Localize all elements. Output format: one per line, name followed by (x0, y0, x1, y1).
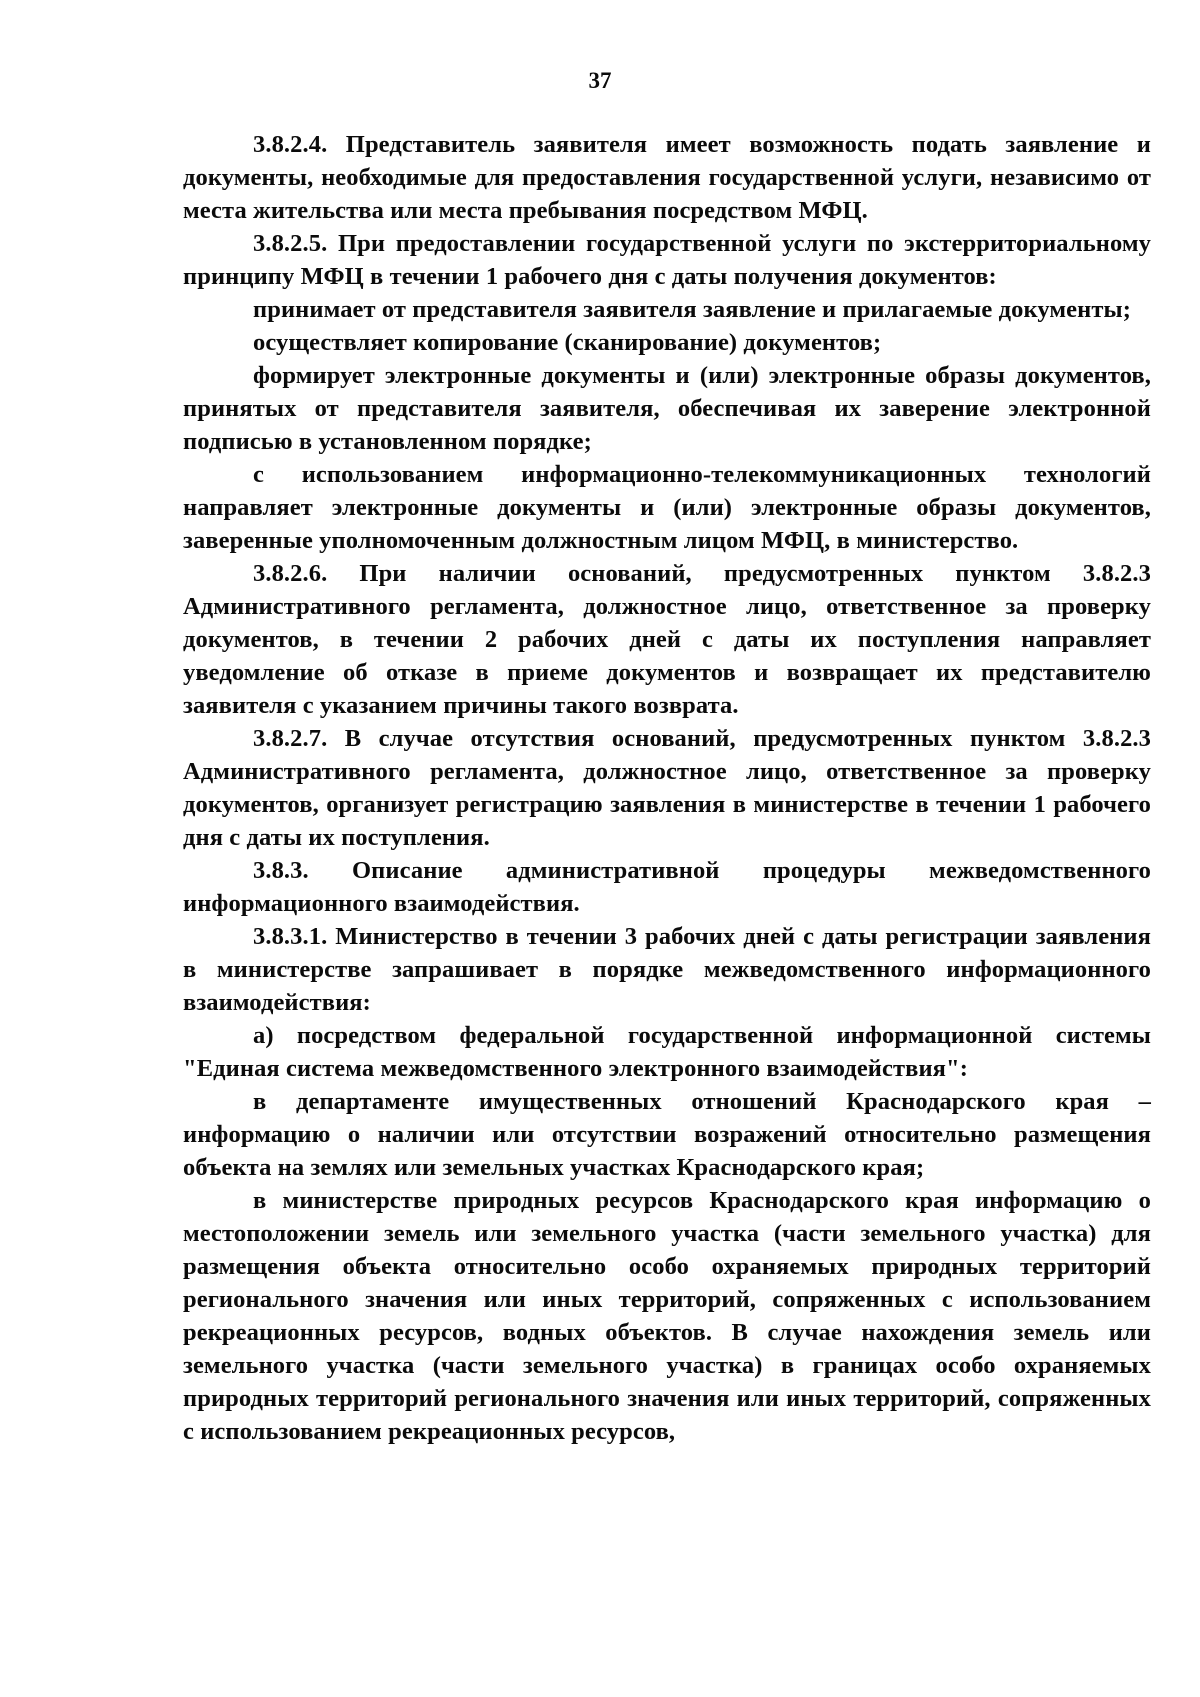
subparagraph-a: а) посредством федеральной государственной информационной системы "Единая система межведомственного электронного взаимодействия": (183, 1022, 1151, 1082)
list-item-copies-documents: осуществляет копирование (сканирование) документов; (253, 329, 882, 356)
paragraph-3-8-3: 3.8.3. Описание административной процедуры межведомственного информационного взаимодействия. (183, 857, 1151, 917)
paragraph-3-8-3-1: 3.8.3.1. Министерство в течении 3 рабочих дней с даты регистрации заявления в министерстве запрашивает в порядке межведомственного информационного взаимодействия: (183, 923, 1151, 1016)
paragraph-3-8-2-4: 3.8.2.4. Представитель заявителя имеет возможность подать заявление и документы, необходимые для предоставления государственной услуги, независимо от места жительства или места пребывания посредством МФЦ. (183, 131, 1151, 224)
paragraph-3-8-2-5: 3.8.2.5. При предоставлении государственной услуги по экстерриториальному принципу МФЦ в течении 1 рабочего дня с даты получения документов: (183, 230, 1151, 290)
paragraph-3-8-2-7: 3.8.2.7. В случае отсутствия оснований, предусмотренных пунктом 3.8.2.3 Административного регламента, должностное лицо, ответственное за проверку документов, организует регистрацию заявления в министерстве в течении 1 рабочего дня с даты их поступления. (183, 725, 1151, 851)
list-item-accepts-application: принимает от представителя заявителя заявление и прилагаемые документы; (253, 296, 1131, 323)
paragraph-3-8-2-6: 3.8.2.6. При наличии оснований, предусмотренных пунктом 3.8.2.3 Административного регламента, должностное лицо, ответственное за проверку документов, в течении 2 рабочих дней с даты их поступления направляет уведомление об отказе в приеме документов и возвращает их представителю заявителя с указанием причины такого возврата. (183, 560, 1151, 719)
list-item-property-department: в департаменте имущественных отношений Краснодарского края – информацию о наличии или отсутствии возражений относительно размещения объекта на землях или земельных участках Краснодарского края; (183, 1088, 1151, 1181)
document-body (183, 128, 1151, 1448)
list-item-forms-electronic-documents: формирует электронные документы и (или) электронные образы документов, принятых от представителя заявителя, обеспечивая их заверение электронной подписью в установленном порядке; (183, 362, 1151, 455)
list-item-sends-to-ministry: с использованием информационно-телекоммуникационных технологий направляет электронные документы и (или) электронные образы документов, заверенные уполномоченным должностным лицом МФЦ, в министерство. (183, 461, 1151, 554)
page-number: 37 (588, 68, 612, 93)
list-item-natural-resources-ministry: в министерстве природных ресурсов Краснодарского края информацию о местоположении земель или земельного участка (части земельного участка) для размещения объекта относительно особо охраняемых природных территорий регионального значения или иных территорий, сопряженных с использованием рекреационных ресурсов, водных объектов. В случае нахождения земель или земельного участка (части земельного участка) в границах особо охраняемых природных территорий регионального значения или иных территорий, сопряженных с использованием рекреационных ресурсов, (183, 1187, 1151, 1445)
